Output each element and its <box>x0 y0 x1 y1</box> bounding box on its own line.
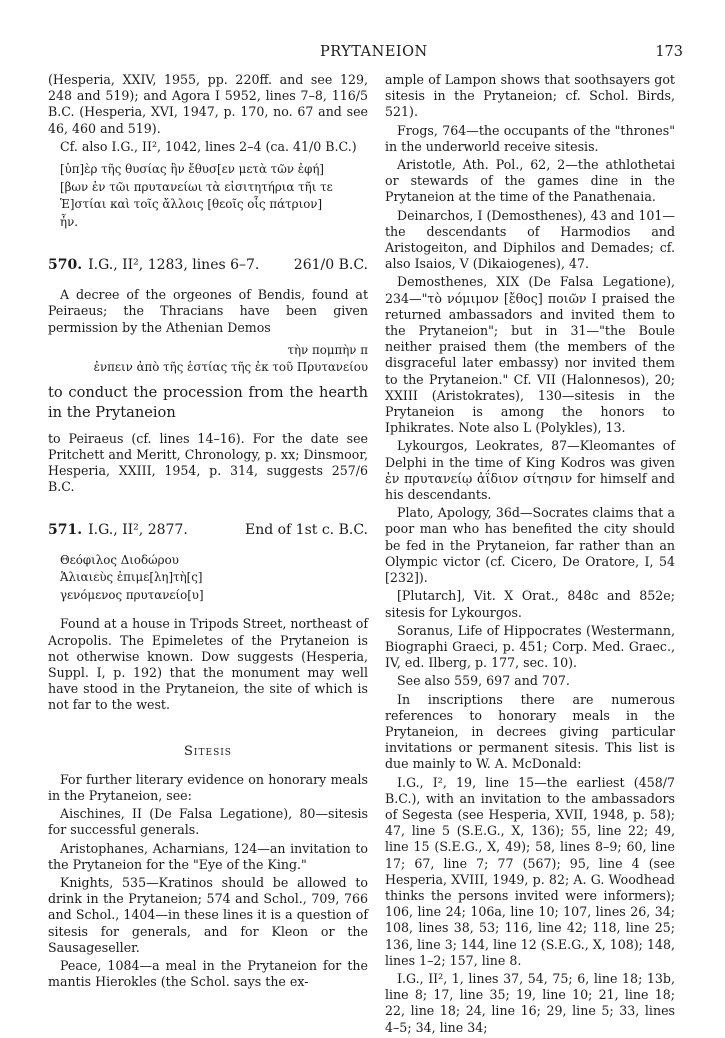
entry-reference: I.G., II², 2877. <box>88 521 188 538</box>
paragraph: Peace, 1084—a meal in the Prytaneion for the mantis Hierokles (the Schol. says the ex- <box>48 958 368 990</box>
paragraph: Aristotle, Ath. Pol., 62, 2—the athlothetai or stewards of the games dine in the Prytaneion at the time of the Panathenaia. <box>385 157 675 205</box>
greek-line: γενόμενος πρυτανείο[υ] <box>60 587 204 602</box>
paragraph: to Peiraeus (cf. lines 14–16). For the date see Pritchett and Meritt, Chronology, p. xx; Dinsmoor, Hesperia, XXIII, 1954, p. 314, suggests 257/6 B.C. <box>48 430 368 495</box>
right-column <box>385 72 675 1038</box>
paragraph: See also 559, 697 and 707. <box>397 673 570 689</box>
greek-line: [ὑπ]ὲρ τῆς θυσίας ἣν ἔθυσ[εν μετὰ τῶν ἐφή] <box>60 162 325 177</box>
paragraph: Demosthenes, XIX (De Falsa Legatione), 234—"τὸ νόμιμον [ἔθος] ποιῶν I praised the returned ambassadors and invited them to the Prytaneion"; but in 31—"the Boule neither praised them (the members of the disgraceful later embassy) nor invited them to the Prytaneion." Cf. VII (Halonnesos), 20; XXIII (Aristokrates), 130—sitesis in the Prytaneion is among the honors to Iphikrates. Note also L (Polykles), 13. <box>385 274 675 436</box>
paragraph: [Plutarch], Vit. X Orat., 848c and 852e; sitesis for Lykourgos. <box>385 588 675 620</box>
paragraph: (Hesperia, XXIV, 1955, pp. 220ff. and see 129, 248 and 519); and Agora I 5952, lines 7–8, 116/5 B.C. (Hesperia, XVI, 1947, p. 170, no. 67 and see 46, 460 and 519). <box>48 72 368 136</box>
entry-heading-570 <box>48 257 368 273</box>
paragraph: Found at a house in Tripods Street, northeast of Acropolis. The Epimeletes of the Prytaneion is not otherwise known. Dow suggests (Hesperia, Suppl. I, p. 192) that the monument may well have stood in the Prytaneion, the site of which is not far to the west. <box>48 616 368 713</box>
paragraph: Deinarchos, I (Demosthenes), 43 and 101—the descendants of Harmodios and Aristogeiton, and Diphilos and Demades; cf. also Isaios, V (Dikaiogenes), 47. <box>385 207 675 272</box>
paragraph: Soranus, Life of Hippocrates (Westermann, Biographi Graeci, p. 451; Corp. Med. Graec., IV, ed. Ilberg, p. 177, sec. 10). <box>385 622 675 671</box>
paragraph: I.G., II², 1, lines 37, 54, 75; 6, line 18; 13b, line 8; 17, line 35; 19, line 10; 21, line 18; 22, line 18; 24, line 16; 29, line 5; 33, lines 4–5; 34, line 34; <box>385 970 675 1035</box>
greek-line: Ἁλιαιεὺς ἐπιμε[λη]τὴ[ς] <box>60 570 203 585</box>
paragraph: For further literary evidence on honorary meals in the Prytaneion, see: <box>48 771 368 803</box>
left-column <box>48 72 368 992</box>
translation: to conduct the procession from the hearth in the Prytaneion <box>48 383 368 421</box>
paragraph: Aristophanes, Acharnians, 124—an invitation to the Prytaneion for the "Eye of the King." <box>48 840 368 872</box>
page-number: 173 <box>655 44 683 60</box>
paragraph: Aischines, II (De Falsa Legatione), 80—sitesis for successful generals. <box>48 806 368 838</box>
paragraph: ample of Lampon shows that soothsayers got sitesis in the Prytaneion; cf. Schol. Birds, 521). <box>385 72 675 120</box>
paragraph: A decree of the orgeones of Bendis, found at Peiraeus; the Thracians have been given permission by the Athenian Demos <box>48 287 368 335</box>
greek-line: ἦν. <box>60 214 78 229</box>
greek-inscription <box>60 552 368 605</box>
entry-heading-571 <box>48 522 368 538</box>
entry-date: 261/0 B.C. <box>293 257 368 274</box>
paragraph: Plato, Apology, 36d—Socrates claims that a poor man who has benefited the city should be fed in the Prytaneion, far rather than an Olympic victor (cf. Cicero, De Oratore, I, 54 [232]). <box>385 505 675 586</box>
paragraph: Knights, 535—Kratinos should be allowed to drink in the Prytaneion; 574 and Schol., 709, 766 and Schol., 1404—in these lines it is a question of sitesis for generals, and for Kleon or the Sausageseller. <box>48 874 368 955</box>
greek-line: [βων ἐν τῶι πρυτανείωι τὰ εἰσιτητήρια τῆι τε <box>60 179 333 194</box>
greek-line: τὴν πομπὴν π <box>287 342 368 357</box>
paragraph: Lykourgos, Leokrates, 87—Kleomantes of Delphi in the time of King Kodros was given ἐν πρυτανείῳ ἀΐδιον σίτησιν for himself and his descendants. <box>385 438 675 503</box>
entry-date: End of 1st c. B.C. <box>244 521 368 538</box>
greek-line: Θεόφιλος Διοδώρου <box>60 552 179 567</box>
running-head <box>0 40 725 66</box>
entry-number: 571. <box>48 521 83 538</box>
running-title: PRYTANEION <box>320 44 428 60</box>
section-title: Sitesis <box>184 743 232 759</box>
greek-inscription <box>60 342 368 377</box>
paragraph: In inscriptions there are numerous references to honorary meals in the Prytaneion, in decrees giving particular invitations or permanent sitesis. This list is due mainly to W. A. McDonald: <box>385 691 675 772</box>
greek-inscription <box>60 161 368 231</box>
paragraph: Cf. also I.G., II², 1042, lines 2–4 (ca. 41/0 B.C.) <box>60 138 357 154</box>
entry-number: 570. <box>48 257 83 274</box>
paragraph: Frogs, 764—the occupants of the "thrones" in the underworld receive sitesis. <box>385 122 675 154</box>
entry-reference: I.G., II², 1283, lines 6–7. <box>88 257 260 274</box>
paragraph: I.G., I², 19, line 15—the earliest (458/7 B.C.), with an invitation to the ambassadors of Segesta (see Hesperia, XVII, 1948, p. 58); 47, line 5 (S.E.G., X, 136); 55, line 22; 49, line 15 (S.E.G., X, 49); 58, lines 8–9; 60, line 17; 67, line 7; 77 (567); 95, line 4 (see Hesperia, XVIII, 1949, p. 82; A. G. Woodhead thinks the persons invited were informers); 106, line 24; 106a, line 10; 107, lines 26, 34; 108, lines 38, 53; 116, line 42; 118, line 25; 136, line 3; 144, line 12 (S.E.G., X, 108); 148, lines 1–2; 157, line 8. <box>385 774 675 968</box>
greek-line: Ἑ]στίαι καὶ τοῖς ἄλλοις [θεοῖς οἷς πάτριον] <box>60 197 323 212</box>
greek-line: ἐνπειν ἀπὸ τῆς ἑστίας τῆς ἐκ τοῦ Πρυτανείου <box>93 360 368 375</box>
